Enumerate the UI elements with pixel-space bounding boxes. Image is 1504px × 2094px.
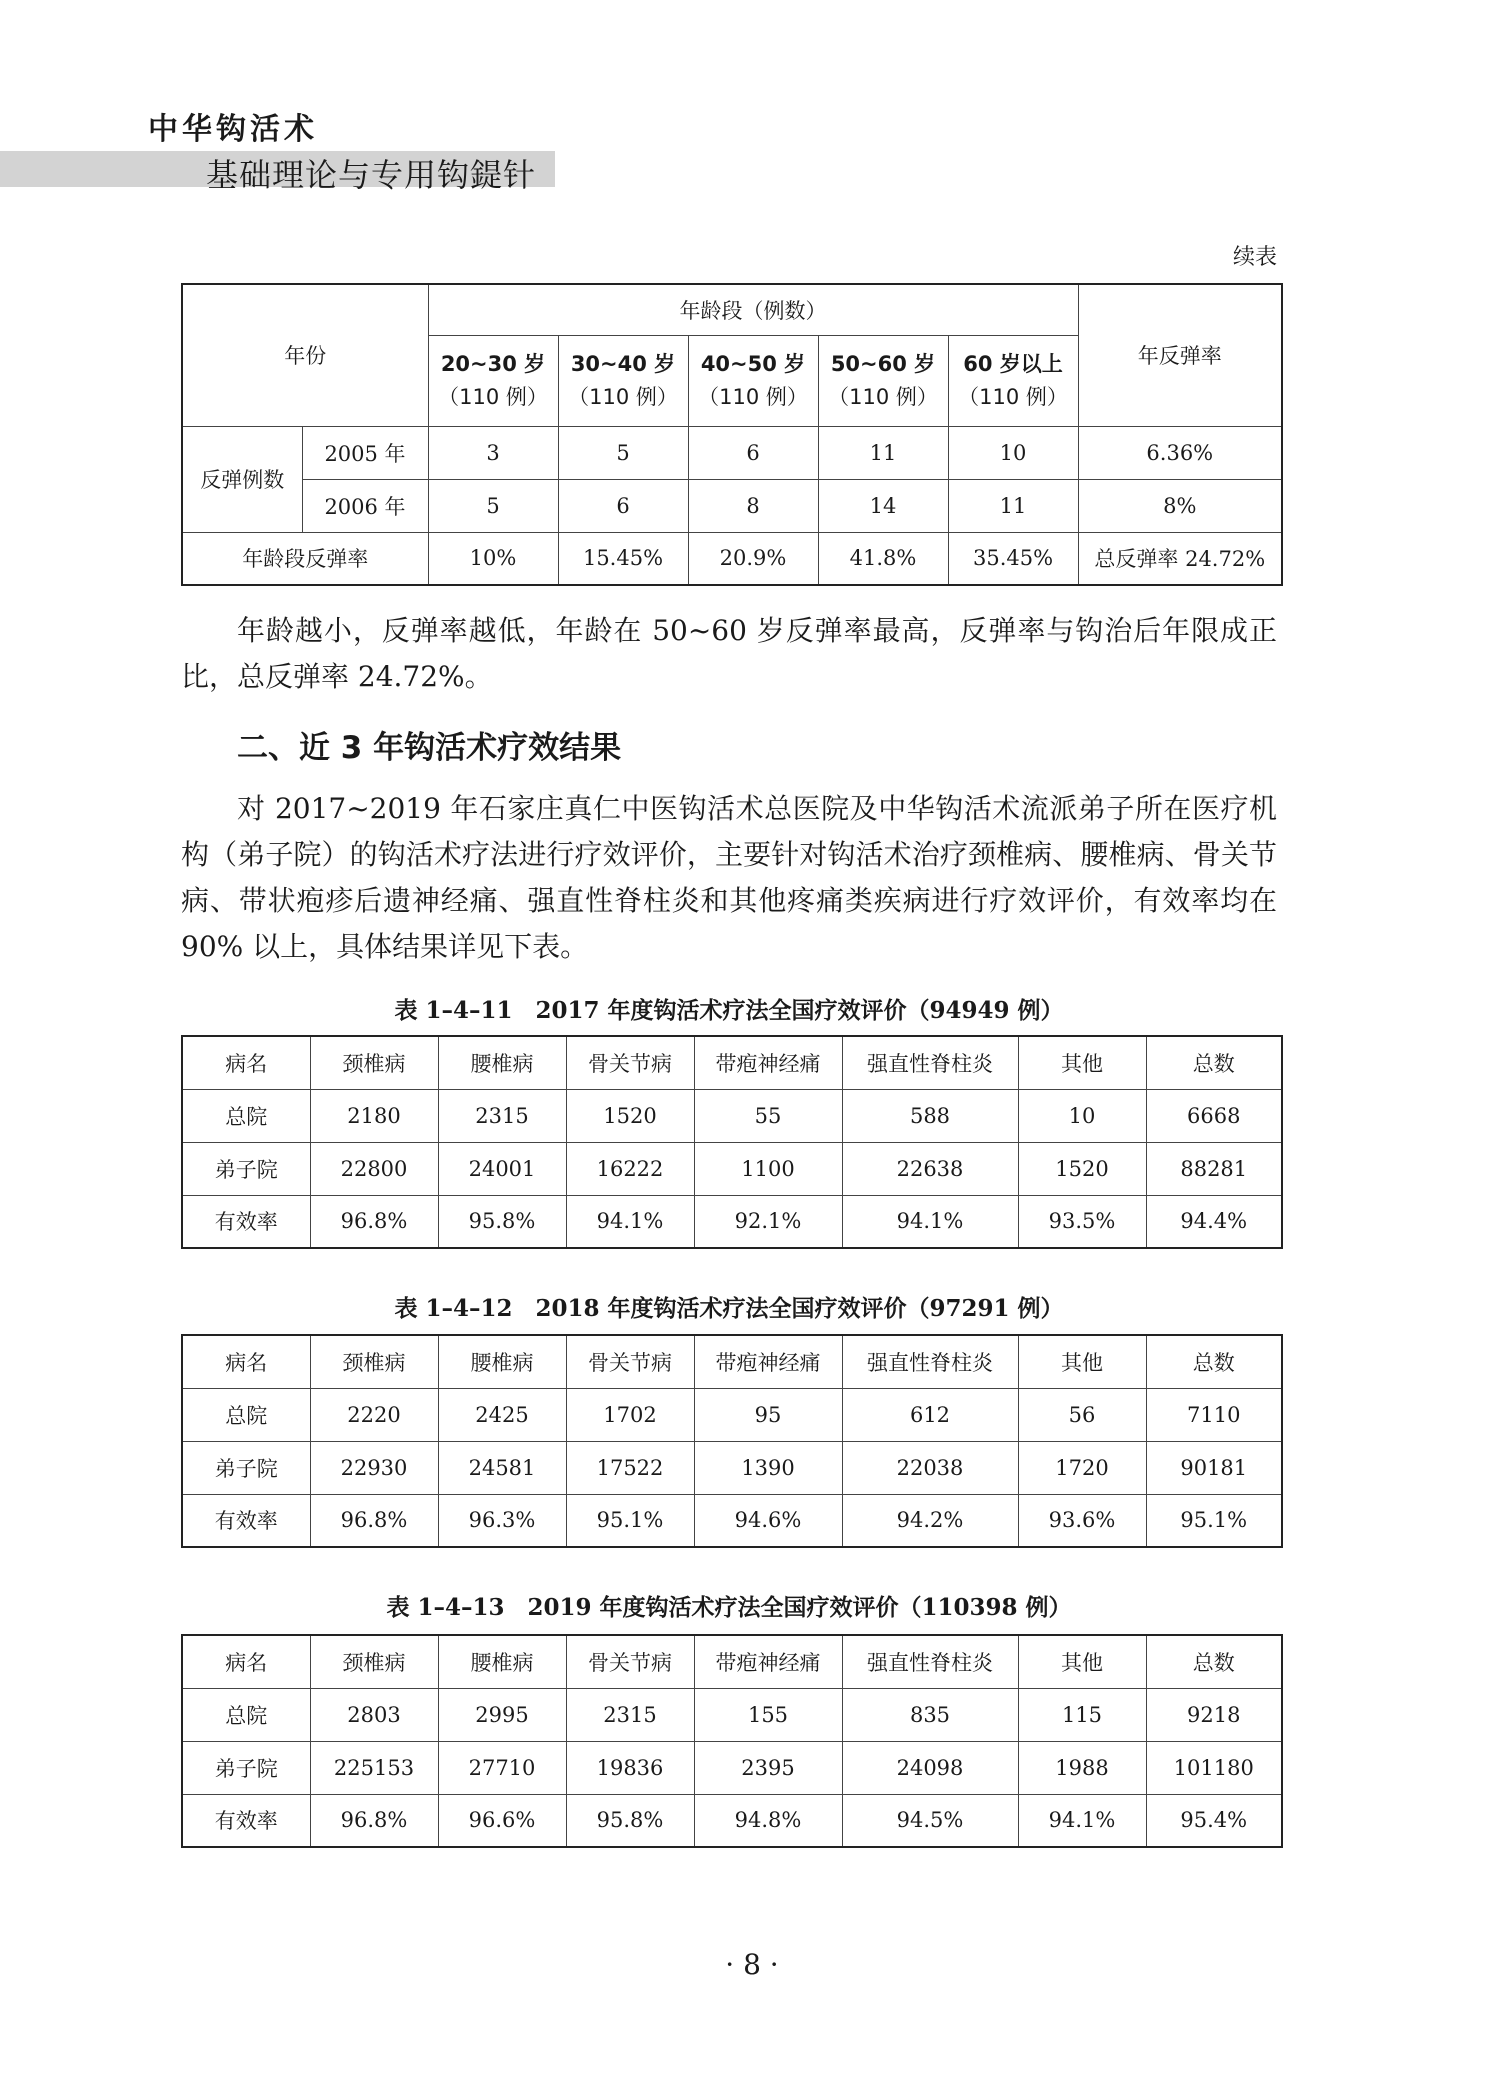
data-cell: 96.6% <box>438 1794 566 1847</box>
data-cell: 22638 <box>842 1142 1018 1195</box>
data-cell: 93.5% <box>1018 1195 1146 1248</box>
data-cell: 11 <box>818 426 948 479</box>
data-cell: 94.8% <box>694 1794 842 1847</box>
column-header: 腰椎病 <box>438 1635 566 1688</box>
data-cell: 9218 <box>1146 1688 1282 1741</box>
age-count: （110 例） <box>958 384 1068 409</box>
data-cell: 56 <box>1018 1388 1146 1441</box>
table-caption-2018: 表 1–4–12 2018 年度钩活术疗法全国疗效评价（97291 例） <box>394 1295 1064 1322</box>
data-cell: 22800 <box>310 1142 438 1195</box>
data-cell: 5 <box>428 479 558 532</box>
year-cell: 2005 年 <box>302 426 428 479</box>
age-group-cell <box>948 335 1078 426</box>
section-heading: 二、近 3 年钩活术疗效结果 <box>237 730 622 766</box>
data-cell: 1720 <box>1018 1441 1146 1494</box>
continued-label: 续表 <box>1232 245 1277 270</box>
data-cell: 55 <box>694 1089 842 1142</box>
table-header-row <box>182 1036 1282 1089</box>
data-cell: 14 <box>818 479 948 532</box>
data-cell: 20.9% <box>688 532 818 585</box>
column-header: 腰椎病 <box>438 1335 566 1388</box>
data-cell: 22038 <box>842 1441 1018 1494</box>
paragraph-efficacy-intro: 对 2017~2019 年石家庄真仁中医钩活术总医院及中华钩活术流派弟子所在医疗机构（弟子院）的钩活术疗法进行疗效评价，主要针对钩活术治疗颈椎病、腰椎病、骨关节病、带状疱疹后遗神经痛、强直性脊柱炎和其他疼痛类疾病进行疗效评价，有效率均在 90% 以上，具体结果详见下表。 <box>181 792 1277 963</box>
book-subtitle: 基础理论与专用钩鍉针 <box>206 156 537 194</box>
data-cell: 95.1% <box>566 1494 694 1547</box>
column-header: 病名 <box>182 1335 310 1388</box>
data-cell: 94.1% <box>842 1195 1018 1248</box>
data-cell: 95.4% <box>1146 1794 1282 1847</box>
table-row <box>182 1441 1282 1494</box>
data-cell: 6 <box>688 426 818 479</box>
table-row <box>182 479 1282 532</box>
age-range: 50~60 岁 <box>830 351 936 376</box>
data-cell: 96.8% <box>310 1195 438 1248</box>
age-range: 60 岁以上 <box>963 351 1063 376</box>
year-header: 年份 <box>182 284 428 426</box>
age-range: 20~30 岁 <box>440 351 546 376</box>
row-label: 弟子院 <box>182 1142 310 1195</box>
age-range: 40~50 岁 <box>700 351 806 376</box>
data-cell: 2220 <box>310 1388 438 1441</box>
data-cell: 2315 <box>566 1688 694 1741</box>
table-row <box>182 1089 1282 1142</box>
data-cell: 16222 <box>566 1142 694 1195</box>
data-cell: 2995 <box>438 1688 566 1741</box>
rebound-table <box>181 283 1283 586</box>
column-header: 其他 <box>1018 1635 1146 1688</box>
annual-rate-header: 年反弹率 <box>1078 284 1282 426</box>
data-cell: 95 <box>694 1388 842 1441</box>
column-header: 病名 <box>182 1635 310 1688</box>
data-cell: 95.1% <box>1146 1494 1282 1547</box>
column-header: 颈椎病 <box>310 1635 438 1688</box>
data-cell: 1390 <box>694 1441 842 1494</box>
data-cell: 88281 <box>1146 1142 1282 1195</box>
data-cell: 3 <box>428 426 558 479</box>
data-cell: 96.3% <box>438 1494 566 1547</box>
year-cell: 2006 年 <box>302 479 428 532</box>
age-group-cell <box>688 335 818 426</box>
data-cell: 94.4% <box>1146 1195 1282 1248</box>
column-header: 带疱神经痛 <box>694 1635 842 1688</box>
column-header: 骨关节病 <box>566 1036 694 1089</box>
data-cell: 17522 <box>566 1441 694 1494</box>
data-cell: 5 <box>558 426 688 479</box>
data-cell: 24581 <box>438 1441 566 1494</box>
data-cell: 94.2% <box>842 1494 1018 1547</box>
data-cell: 94.5% <box>842 1794 1018 1847</box>
row-label: 弟子院 <box>182 1441 310 1494</box>
column-header: 总数 <box>1146 1335 1282 1388</box>
column-header: 其他 <box>1018 1036 1146 1089</box>
total-rate-cell: 总反弹率 24.72% <box>1078 532 1282 585</box>
table-row <box>182 1142 1282 1195</box>
column-header: 颈椎病 <box>310 1036 438 1089</box>
paragraph-rebound-summary: 年龄越小，反弹率越低，年龄在 50~60 岁反弹率最高，反弹率与钩治后年限成正比，总反弹率 24.72%。 <box>181 614 1277 693</box>
data-cell: 1702 <box>566 1388 694 1441</box>
data-cell: 95.8% <box>566 1794 694 1847</box>
data-cell: 22930 <box>310 1441 438 1494</box>
age-group-cell <box>428 335 558 426</box>
table-row <box>182 1195 1282 1248</box>
table-row <box>182 1688 1282 1741</box>
row-label: 有效率 <box>182 1494 310 1547</box>
data-cell: 24098 <box>842 1741 1018 1794</box>
rebound-count-label: 反弹例数 <box>182 426 302 532</box>
table-caption-2017: 表 1–4–11 2017 年度钩活术疗法全国疗效评价（94949 例） <box>394 997 1064 1024</box>
age-count: （110 例） <box>568 384 678 409</box>
data-cell: 15.45% <box>558 532 688 585</box>
data-cell: 11 <box>948 479 1078 532</box>
data-cell: 8 <box>688 479 818 532</box>
row-label: 有效率 <box>182 1794 310 1847</box>
data-cell: 35.45% <box>948 532 1078 585</box>
table-row <box>182 426 1282 479</box>
column-header: 强直性脊柱炎 <box>842 1036 1018 1089</box>
data-cell: 94.6% <box>694 1494 842 1547</box>
data-cell: 10 <box>1018 1089 1146 1142</box>
column-header: 强直性脊柱炎 <box>842 1335 1018 1388</box>
data-cell: 2803 <box>310 1688 438 1741</box>
data-cell: 1520 <box>566 1089 694 1142</box>
data-cell: 7110 <box>1146 1388 1282 1441</box>
data-cell: 96.8% <box>310 1794 438 1847</box>
data-cell: 10% <box>428 532 558 585</box>
table-row <box>182 1794 1282 1847</box>
age-range: 30~40 岁 <box>570 351 676 376</box>
column-header: 骨关节病 <box>566 1335 694 1388</box>
age-group-cell <box>818 335 948 426</box>
data-cell: 835 <box>842 1688 1018 1741</box>
column-header: 病名 <box>182 1036 310 1089</box>
efficacy-table-2018 <box>181 1334 1283 1548</box>
column-header: 强直性脊柱炎 <box>842 1635 1018 1688</box>
data-cell: 2425 <box>438 1388 566 1441</box>
data-cell: 612 <box>842 1388 1018 1441</box>
rate-cell: 8% <box>1078 479 1282 532</box>
rate-cell: 6.36% <box>1078 426 1282 479</box>
efficacy-table-2019 <box>181 1634 1283 1848</box>
row-label: 总院 <box>182 1089 310 1142</box>
data-cell: 1988 <box>1018 1741 1146 1794</box>
data-cell: 19836 <box>566 1741 694 1794</box>
age-group-cell <box>558 335 688 426</box>
data-cell: 155 <box>694 1688 842 1741</box>
data-cell: 225153 <box>310 1741 438 1794</box>
age-rate-label: 年龄段反弹率 <box>182 532 428 585</box>
data-cell: 41.8% <box>818 532 948 585</box>
table-header-row <box>182 1635 1282 1688</box>
data-cell: 1520 <box>1018 1142 1146 1195</box>
data-cell: 1100 <box>694 1142 842 1195</box>
data-cell: 96.8% <box>310 1494 438 1547</box>
data-cell: 6668 <box>1146 1089 1282 1142</box>
data-cell: 94.1% <box>566 1195 694 1248</box>
column-header: 其他 <box>1018 1335 1146 1388</box>
table-row <box>182 1741 1282 1794</box>
data-cell: 24001 <box>438 1142 566 1195</box>
data-cell: 90181 <box>1146 1441 1282 1494</box>
data-cell: 27710 <box>438 1741 566 1794</box>
data-cell: 95.8% <box>438 1195 566 1248</box>
data-cell: 101180 <box>1146 1741 1282 1794</box>
row-label: 总院 <box>182 1688 310 1741</box>
table-row <box>182 532 1282 585</box>
column-header: 总数 <box>1146 1635 1282 1688</box>
row-label: 有效率 <box>182 1195 310 1248</box>
data-cell: 2315 <box>438 1089 566 1142</box>
data-cell: 10 <box>948 426 1078 479</box>
column-header: 腰椎病 <box>438 1036 566 1089</box>
table-header-row <box>182 1335 1282 1388</box>
data-cell: 2395 <box>694 1741 842 1794</box>
column-header: 颈椎病 <box>310 1335 438 1388</box>
table-row <box>182 1388 1282 1441</box>
age-count: （110 例） <box>828 384 938 409</box>
data-cell: 92.1% <box>694 1195 842 1248</box>
data-cell: 94.1% <box>1018 1794 1146 1847</box>
age-count: （110 例） <box>438 384 548 409</box>
column-header: 带疱神经痛 <box>694 1335 842 1388</box>
data-cell: 93.6% <box>1018 1494 1146 1547</box>
row-label: 弟子院 <box>182 1741 310 1794</box>
data-cell: 6 <box>558 479 688 532</box>
row-label: 总院 <box>182 1388 310 1441</box>
page-number: · 8 · <box>725 1948 779 1981</box>
data-cell: 2180 <box>310 1089 438 1142</box>
column-header: 总数 <box>1146 1036 1282 1089</box>
book-title: 中华钩活术 <box>148 112 318 147</box>
column-header: 带疱神经痛 <box>694 1036 842 1089</box>
age-group-header: 年龄段（例数） <box>428 284 1078 335</box>
data-cell: 588 <box>842 1089 1018 1142</box>
data-cell: 115 <box>1018 1688 1146 1741</box>
efficacy-table-2017 <box>181 1035 1283 1249</box>
column-header: 骨关节病 <box>566 1635 694 1688</box>
table-caption-2019: 表 1–4–13 2019 年度钩活术疗法全国疗效评价（110398 例） <box>386 1594 1072 1621</box>
age-count: （110 例） <box>698 384 808 409</box>
table-row <box>182 1494 1282 1547</box>
